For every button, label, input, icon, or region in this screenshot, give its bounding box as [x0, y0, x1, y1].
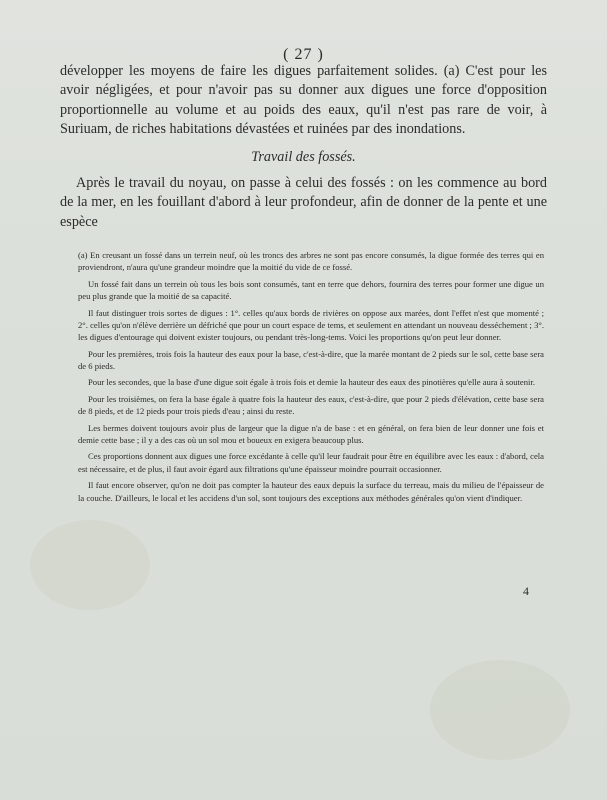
footnote-paragraph: Il faut distinguer trois sortes de digues : 1°. celles qu'aux bords de rivières on oppose aux marées, dont l'effet n'est que momenté ; 2°. celles qu'on n'élève derrière un défriché que pour un court espace de tems, et seulement en attendant un nouveau desséchement ; 3°. les digues d'entourage qui doivent exister toujours, ou pendant très-long-tems. Voici les proportions qu'on peut leur donner.: [78, 307, 544, 343]
footnotes: [78, 249, 544, 508]
page-number: ( 27 ): [283, 46, 324, 63]
main-text: [60, 62, 547, 232]
footnote-paragraph: Les bermes doivent toujours avoir plus de largeur que la digue n'a de base : et en général, on fera bien de leur donner une fois et demie cette base ; il y a des cas où un sol mou et boueux en exigera beaucoup plus.: [78, 422, 544, 445]
footnote-paragraph: Ces proportions donnent aux digues une force excédante à celle qu'il leur faudrait pour être en équilibre avec les eaux : d'abord, cela est nécessaire, et de plus, il faut avoir égard aux filtrations qu'une épaisseur moindre pourrait occasionner.: [78, 451, 544, 474]
footnote-paragraph: Il faut encore observer, qu'on ne doit pas compter la hauteur des eaux depuis la surface du terreau, mais du milieu de l'épaisseur de la couche. D'ailleurs, le local et les accidens d'un sol, sont toujours des exceptions aux méthodes générales qu'on vient d'indiquer.: [78, 480, 544, 503]
paper-stain: [30, 520, 150, 610]
section-paragraph: Après le travail du noyau, on passe à celui des fossés : on les commence au bord de la mer, en les fouillant d'abord à leur profondeur, afin de donner de la pente et une espèce: [60, 175, 547, 230]
main-paragraph: développer les moyens de faire les digues parfaitement solides. (a) C'est pour les avoir négligées, et pour n'avoir pas su donner aux digues une force d'opposition proportionnelle au volume et au poids des eaux, qu'il n'est pas rare de voir, à Suriuam, de riches habitations dévastées et ruinées par des inondations.: [60, 63, 547, 138]
footnote-paragraph: Un fossé fait dans un terrein où tous les bois sont consumés, tant en terre que dehors, fournira des terres pour former une digue un peu plus grande que la moitié de sa capacité.: [78, 278, 544, 302]
footnote-paragraph: (a) En creusant un fossé dans un terrein neuf, où les troncs des arbres ne sont pas encore consumés, la digue formée des terres qui en proviendront, n'aura qu'une grandeur moindre que la moitié du vide de ce fossé.: [78, 250, 544, 273]
footnote-paragraph: Pour les premières, trois fois la hauteur des eaux pour la base, c'est-à-dire, que la marée montant de 2 pieds sur le sol, cette base sera de 6 pieds.: [78, 348, 544, 371]
footnote-paragraph: Pour les troisièmes, on fera la base égale à quatre fois la hauteur des eaux, c'est-à-dire, que pour 2 pieds d'élévation, cette base sera de 8 pieds, et de 12 pieds pour trois pieds d'eau ; ainsi du reste.: [78, 393, 544, 417]
paper-stain: [430, 660, 570, 760]
section-heading: Travail des fossés.: [251, 148, 356, 165]
signature-mark: 4: [523, 584, 529, 598]
footnote-paragraph: Pour les secondes, que la base d'une digue soit égale à trois fois et demie la hauteur des eaux des pinotières qu'elle aura à soutenir.: [88, 377, 535, 388]
